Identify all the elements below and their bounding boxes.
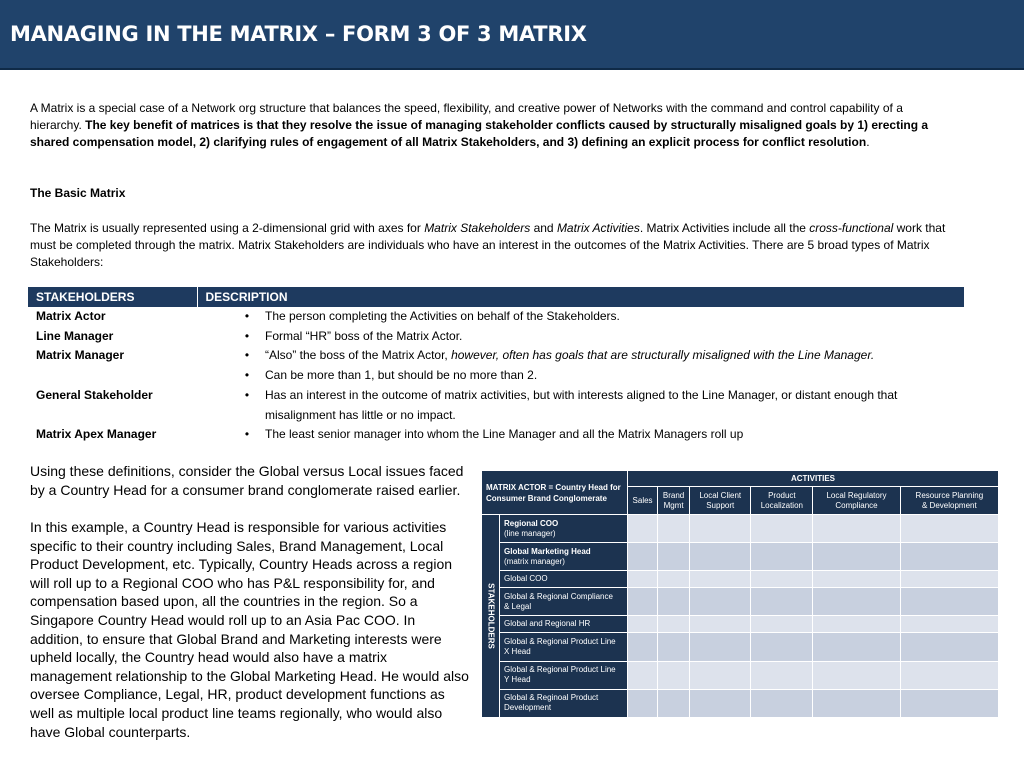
activity-label-line-2: Compliance xyxy=(835,500,878,510)
matrix-cell xyxy=(658,588,690,616)
activity-column-header xyxy=(751,487,813,515)
matrix-cell xyxy=(658,633,690,661)
activity-label-line-2: Localization xyxy=(760,500,803,510)
stakeholder-row-label xyxy=(500,571,628,588)
matrix-cell xyxy=(628,661,658,689)
matrix-cell xyxy=(751,633,813,661)
description-italic: however, often has goals that are structurally misaligned with the Line Manager. xyxy=(451,348,875,363)
description-text: “Also” the boss of the Matrix Actor, xyxy=(265,348,452,363)
row-label-line-1: Global and Regional HR xyxy=(504,619,591,629)
matrix-cell xyxy=(658,616,690,633)
description-text: Can be more than 1, but should be no more than 2. xyxy=(265,368,538,383)
matrix-stakeholder-row xyxy=(482,633,999,661)
matrix-cell xyxy=(690,661,751,689)
matrix-cell xyxy=(628,616,658,633)
stakeholder-row xyxy=(28,406,964,426)
activity-label-line-1: Local Regulatory xyxy=(826,490,887,500)
stakeholder-row-label xyxy=(500,689,628,717)
matrix-cell xyxy=(690,543,751,571)
row-label-line-2: Y Head xyxy=(504,675,531,685)
grid-italic-2: Matrix Activities xyxy=(556,221,640,235)
basic-matrix-heading: The Basic Matrix xyxy=(30,186,126,200)
grid-text-3: . Matrix Activities include all the xyxy=(639,221,810,235)
stakeholder-name xyxy=(28,406,197,426)
matrix-stakeholder-row xyxy=(482,571,999,588)
matrix-cell xyxy=(690,689,751,717)
stakeholder-row xyxy=(28,366,964,386)
matrix-stakeholder-row xyxy=(482,543,999,571)
intro-paragraph xyxy=(30,100,950,151)
matrix-cell xyxy=(813,633,900,661)
activities-label: ACTIVITIES xyxy=(628,471,999,487)
stakeholder-table xyxy=(28,287,964,445)
matrix-cell xyxy=(658,571,690,588)
matrix-cell xyxy=(690,588,751,616)
matrix-stakeholder-row xyxy=(482,515,999,543)
stakeholder-row-label xyxy=(500,588,628,616)
description-text: The least senior manager into whom the Line Manager and all the Matrix Managers roll up xyxy=(265,427,744,442)
bullet-icon: • xyxy=(244,387,250,402)
row-label-line-2: (line manager) xyxy=(504,528,556,538)
description-text: Formal “HR” boss of the Matrix Actor. xyxy=(265,328,463,343)
row-label-line-2: Development xyxy=(504,703,552,713)
row-label-line-1: Global Marketing Head xyxy=(504,546,591,556)
header-stakeholders: STAKEHOLDERS xyxy=(28,287,197,307)
bullet-icon: • xyxy=(244,368,250,383)
matrix-cell xyxy=(900,616,998,633)
matrix-cell xyxy=(813,588,900,616)
stakeholder-row-label xyxy=(500,616,628,633)
matrix-cell xyxy=(900,588,998,616)
row-label-line-1: Global & Regional Compliance xyxy=(504,591,613,601)
stakeholder-row-label xyxy=(500,633,628,661)
stakeholders-side-label xyxy=(482,515,500,718)
matrix-cell xyxy=(628,689,658,717)
intro-text: A Matrix is a special case of a Network org structure that balances the speed, flexibility, and creative power of Networks with the command and control capability of a hierarchy. xyxy=(30,101,903,132)
matrix-cell xyxy=(900,661,998,689)
stakeholder-name xyxy=(28,366,197,386)
row-label-line-1: Regional COO xyxy=(504,518,559,528)
row-label-line-2: & Legal xyxy=(504,601,532,611)
matrix-cell xyxy=(628,543,658,571)
activity-column-header xyxy=(628,487,658,515)
activity-label-line-1: Brand xyxy=(662,490,685,500)
example-text: In this example, a Country Head is responsible for various activities specific to their country including Sales, Brand Management, Local Product Development, etc. Typically, Country Heads across a region will roll up to a Regional COO who has P&L responsibility for, and compensation based upon, all the countries in the region. So a Singapore Country Head would roll up to an Asia Pac COO. In addition, to ensure that Global Brand and Marketing interests were upheld locally, the Country head would also have a matrix management relationship to the Global Marketing Head. He would also oversee Compliance, Legal, HR, product development functions as well as multiple local product line teams regionally, who would also have Global counterparts. xyxy=(30,519,469,740)
stakeholder-name: Line Manager xyxy=(36,328,114,343)
using-definitions-text: Using these definitions, consider the Global versus Local issues faced by a Country Head for a consumer brand conglomerate raised earlier. xyxy=(30,463,464,498)
intro-key-benefit: The key benefit of matrices is that they resolve the issue of managing stakeholder conflicts caused by structurally misaligned goals by 1) erecting a shared compensation model, 2) clarifying rules of engagement of all Matrix Stakeholders, and 3) defining an explicit process for conflict resolution xyxy=(30,118,929,149)
description-text: misalignment has little or no impact. xyxy=(265,407,456,422)
page-title: MANAGING IN THE MATRIX – FORM 3 OF 3 MATRIX xyxy=(10,22,587,46)
matrix-cell xyxy=(813,571,900,588)
matrix-cell xyxy=(628,588,658,616)
matrix-cell xyxy=(690,616,751,633)
matrix-cell xyxy=(813,515,900,543)
matrix-cell xyxy=(658,543,690,571)
stakeholder-row xyxy=(28,307,964,327)
stakeholder-table-header xyxy=(28,287,964,307)
matrix-cell xyxy=(751,588,813,616)
row-label-line-1: Global COO xyxy=(504,574,548,584)
stakeholder-description xyxy=(257,366,964,386)
matrix-cell xyxy=(658,689,690,717)
stakeholder-description xyxy=(257,406,964,426)
matrix-diagram xyxy=(481,470,999,718)
stakeholder-name: Matrix Actor xyxy=(36,309,106,323)
matrix-cell xyxy=(628,633,658,661)
matrix-cell xyxy=(751,571,813,588)
matrix-cell xyxy=(690,515,751,543)
stakeholder-description xyxy=(257,346,964,366)
matrix-cell xyxy=(751,543,813,571)
activity-column-header xyxy=(658,487,690,515)
grid-italic-3: cross-functional xyxy=(809,221,894,235)
stakeholder-name: Matrix Manager xyxy=(36,348,125,363)
intro-end: . xyxy=(866,135,870,149)
row-label-line-1: Global & Reginoal Product xyxy=(504,693,599,703)
matrix-cell xyxy=(751,689,813,717)
matrix-grid xyxy=(481,470,999,718)
stakeholder-name: Matrix Apex Manager xyxy=(36,427,157,442)
grid-text-2: and xyxy=(530,221,557,235)
matrix-cell xyxy=(751,616,813,633)
title-bar xyxy=(0,0,1024,70)
header-description: DESCRIPTION xyxy=(197,287,964,307)
bullet-icon xyxy=(197,406,257,426)
matrix-cell xyxy=(690,633,751,661)
grid-italic-1: Matrix Stakeholders xyxy=(424,221,531,235)
matrix-cell xyxy=(813,661,900,689)
stakeholder-description xyxy=(257,425,964,445)
matrix-stakeholder-row xyxy=(482,689,999,717)
activity-column-header xyxy=(900,487,998,515)
matrix-cell xyxy=(628,515,658,543)
activity-column-header xyxy=(690,487,751,515)
matrix-cell xyxy=(658,661,690,689)
description-text: The person completing the Activities on behalf of the Stakeholders. xyxy=(265,309,620,323)
stakeholder-row xyxy=(28,346,964,366)
matrix-cell xyxy=(751,515,813,543)
matrix-cell xyxy=(658,515,690,543)
stakeholders-label: STAKEHOLDERS xyxy=(486,583,495,649)
stakeholder-table-body xyxy=(28,307,964,445)
matrix-cell xyxy=(900,515,998,543)
matrix-body xyxy=(482,471,999,718)
activity-column-header xyxy=(813,487,900,515)
activity-label-line-2: Mgmt xyxy=(663,500,684,510)
activity-label-line-2: Support xyxy=(706,500,735,510)
matrix-cell xyxy=(900,543,998,571)
matrix-cell xyxy=(813,689,900,717)
stakeholder-row xyxy=(28,327,964,347)
activity-label-line-1: Sales xyxy=(632,495,653,505)
activity-label-line-1: Local Client xyxy=(699,490,742,500)
row-label-line-2: X Head xyxy=(504,646,531,656)
matrix-stakeholder-row xyxy=(482,616,999,633)
matrix-cell xyxy=(813,543,900,571)
activity-label-line-2: & Development xyxy=(922,500,977,510)
matrix-cell xyxy=(900,633,998,661)
matrix-cell xyxy=(751,661,813,689)
matrix-stakeholder-row xyxy=(482,661,999,689)
stakeholder-name: General Stakeholder xyxy=(36,387,153,402)
stakeholder-row xyxy=(28,425,964,445)
row-label-line-1: Global & Regional Product Line xyxy=(504,665,616,675)
matrix-cell xyxy=(690,571,751,588)
row-label-line-1: Global & Regional Product Line xyxy=(504,636,616,646)
stakeholder-row-label xyxy=(500,515,628,543)
matrix-cell xyxy=(900,571,998,588)
matrix-header-row-1 xyxy=(482,471,999,487)
grid-paragraph xyxy=(30,220,950,271)
matrix-actor-label: MATRIX ACTOR = Country Head for Consumer Brand Conglomerate xyxy=(482,471,628,515)
bullet-icon: • xyxy=(244,328,250,343)
matrix-stakeholder-row xyxy=(482,588,999,616)
matrix-cell xyxy=(813,616,900,633)
stakeholder-row-label xyxy=(500,543,628,571)
grid-text-4: work that must be completed through the matrix. Matrix Stakeholders are individuals who have an interest in the outcomes of the Matrix Activities. There are 5 broad types of Matrix Stakeholders: xyxy=(30,221,946,269)
bullet-icon: • xyxy=(244,309,250,323)
grid-text-1: The Matrix is usually represented using a 2-dimensional grid with axes for xyxy=(30,221,425,235)
bullet-icon: • xyxy=(244,427,250,442)
matrix-cell xyxy=(628,571,658,588)
stakeholder-description xyxy=(257,327,964,347)
stakeholder-row xyxy=(28,386,964,406)
description-text: Has an interest in the outcome of matrix activities, but with interests aligned to the Line Manager, or distant enough that xyxy=(265,387,898,402)
row-label-line-2: (matrix manager) xyxy=(504,556,565,566)
activity-label-line-1: Product xyxy=(768,490,796,500)
stakeholder-row-label xyxy=(500,661,628,689)
stakeholder-description xyxy=(257,386,964,406)
bullet-icon: • xyxy=(244,348,250,363)
matrix-cell xyxy=(900,689,998,717)
activity-label-line-1: Resource Planning xyxy=(915,490,984,500)
stakeholder-description xyxy=(257,307,964,327)
